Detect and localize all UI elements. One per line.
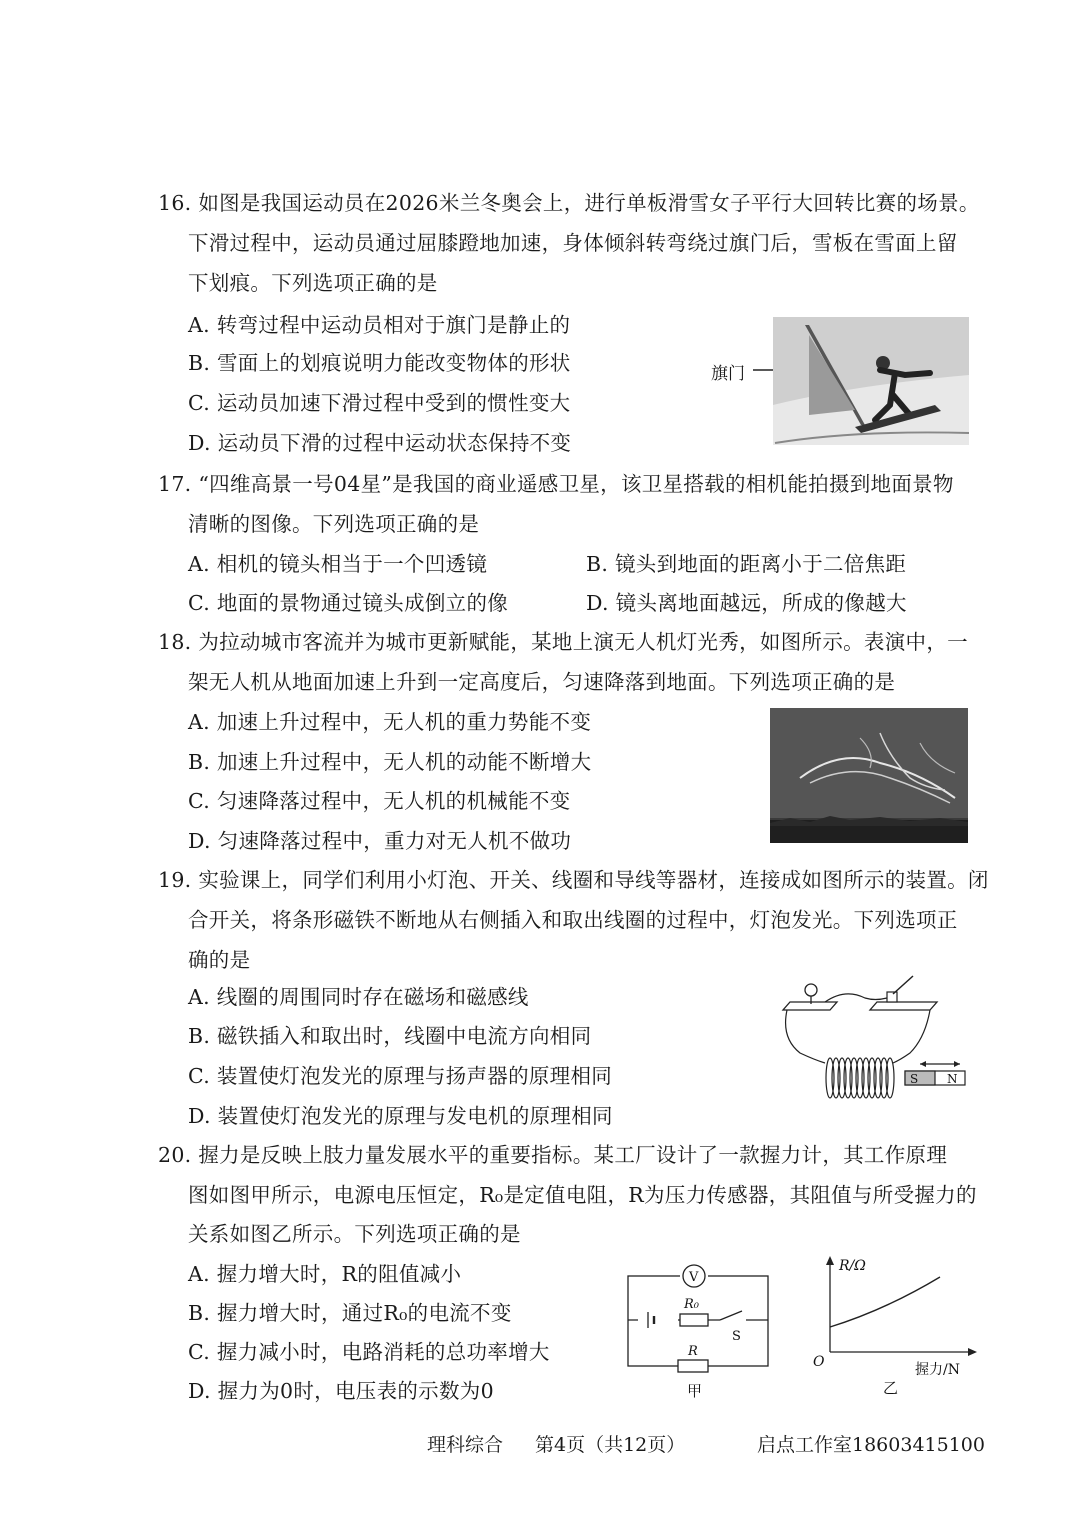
- question-20-option-c: C. 握力减小时，电路消耗的总功率增大: [188, 1340, 550, 1364]
- drone-show-figure: [770, 708, 968, 843]
- question-17-option-d: D. 镜头离地面越远，所成的像越大: [586, 591, 907, 615]
- question-18-option-c: C. 匀速降落过程中，无人机的机械能不变: [188, 789, 571, 813]
- question-16-stem-line-2: 下滑过程中，运动员通过屈膝蹬地加速，身体倾斜转弯绕过旗门后，雪板在雪面上留: [188, 231, 958, 255]
- question-20-stem-line-1: 20. 握力是反映上肢力量发展水平的重要指标。某工厂设计了一款握力计，其工作原理: [158, 1143, 948, 1167]
- bulb-icon: [805, 984, 817, 996]
- question-16-option-c: C. 运动员加速下滑过程中受到的惯性变大: [188, 391, 571, 415]
- origin-label: O: [813, 1354, 825, 1370]
- question-20-stem-line-2: 图如图甲所示，电源电压恒定，R₀是定值电阻，R为压力传感器，其阻值与所受握力的: [188, 1183, 977, 1207]
- footer-page-number: 第4页（共12页）: [535, 1434, 686, 1456]
- question-19-option-b: B. 磁铁插入和取出时，线圈中电流方向相同: [188, 1024, 592, 1048]
- y-axis-label: R/Ω: [839, 1258, 866, 1274]
- voltmeter-label: V: [689, 1270, 699, 1285]
- resistance-curve: [830, 1277, 940, 1327]
- coil: [826, 1058, 894, 1098]
- switch-base: [870, 1002, 937, 1010]
- r0-label: R₀: [684, 1297, 699, 1312]
- question-18-stem-line-2: 架无人机从地面加速上升到一定高度后，匀速降落到地面。下列选项正确的是: [188, 670, 896, 694]
- coil-apparatus-figure: [775, 968, 975, 1103]
- r-label: R: [688, 1344, 698, 1359]
- question-16-option-a: A. 转弯过程中运动员相对于旗门是静止的: [188, 313, 571, 337]
- question-17-option-c: C. 地面的景物通过镜头成倒立的像: [188, 591, 509, 615]
- magnet-s-label: S: [910, 1072, 919, 1086]
- question-19-stem-line-1: 19. 实验课上，同学们利用小灯泡、开关、线圈和导线等器材，连接成如图所示的装置。闭: [158, 868, 989, 892]
- question-18-stem-line-1: 18. 为拉动城市客流并为城市更新赋能，某地上演无人机灯光秀，如图所示。表演中，一: [158, 630, 968, 654]
- question-16-stem-line-1: 16. 如图是我国运动员在2026米兰冬奥会上，进行单板滑雪女子平行大回转比赛的场景。: [158, 191, 980, 215]
- question-16-stem-line-3: 下划痕。下列选项正确的是: [188, 271, 438, 295]
- circuit-caption: 甲: [687, 1382, 703, 1400]
- footer-studio: 启点工作室18603415100: [757, 1434, 985, 1456]
- resistor-r: [678, 1360, 708, 1372]
- question-19-option-d: D. 装置使灯泡发光的原理与发电机的原理相同: [188, 1104, 613, 1128]
- question-16-option-b: B. 雪面上的划痕说明力能改变物体的形状: [188, 351, 571, 375]
- question-18-option-b: B. 加速上升过程中，无人机的动能不断增大: [188, 750, 592, 774]
- question-17-stem-line-2: 清晰的图像。下列选项正确的是: [188, 512, 480, 536]
- footer-subject: 理科综合: [427, 1434, 504, 1456]
- snowboard-figure: [705, 315, 970, 447]
- question-19-option-a: A. 线圈的周围同时存在磁场和磁感线: [188, 985, 529, 1009]
- x-axis-label: 握力/N: [915, 1362, 960, 1378]
- question-17-stem-line-1: 17. “四维高景一号04星”是我国的商业遥感卫星，该卫星搭载的相机能拍摄到地面景物: [158, 472, 954, 496]
- question-20-option-b: B. 握力增大时，通过R₀的电流不变: [188, 1301, 512, 1325]
- circuit-diagram: [620, 1258, 780, 1403]
- question-20-option-d: D. 握力为0时，电压表的示数为0: [188, 1379, 494, 1403]
- resistor-r0: [680, 1314, 708, 1326]
- magnet-n-label: N: [947, 1072, 958, 1086]
- switch-lever: [893, 976, 913, 994]
- gate-label: 旗门: [711, 364, 745, 384]
- question-20-stem-line-3: 关系如图乙所示。下列选项正确的是: [188, 1222, 521, 1246]
- question-19-option-c: C. 装置使灯泡发光的原理与扬声器的原理相同: [188, 1064, 613, 1088]
- graph-caption: 乙: [883, 1379, 899, 1397]
- question-17-option-a: A. 相机的镜头相当于一个凹透镜: [188, 552, 488, 576]
- question-18-option-d: D. 匀速降落过程中，重力对无人机不做功: [188, 829, 572, 853]
- question-19-stem-line-3: 确的是: [188, 948, 251, 972]
- question-17-option-b: B. 镜头到地面的距离小于二倍焦距: [586, 552, 907, 576]
- question-19-stem-line-2: 合开关，将条形磁铁不断地从右侧插入和取出线圈的过程中，灯泡发光。下列选项正: [188, 908, 958, 932]
- switch-label: S: [732, 1329, 741, 1344]
- question-18-option-a: A. 加速上升过程中，无人机的重力势能不变: [188, 710, 592, 734]
- lamp-base: [783, 1002, 837, 1010]
- question-20-option-a: A. 握力增大时，R的阻值减小: [188, 1262, 462, 1286]
- question-16-option-d: D. 运动员下滑的过程中运动状态保持不变: [188, 431, 572, 455]
- resistance-force-graph: [805, 1252, 980, 1402]
